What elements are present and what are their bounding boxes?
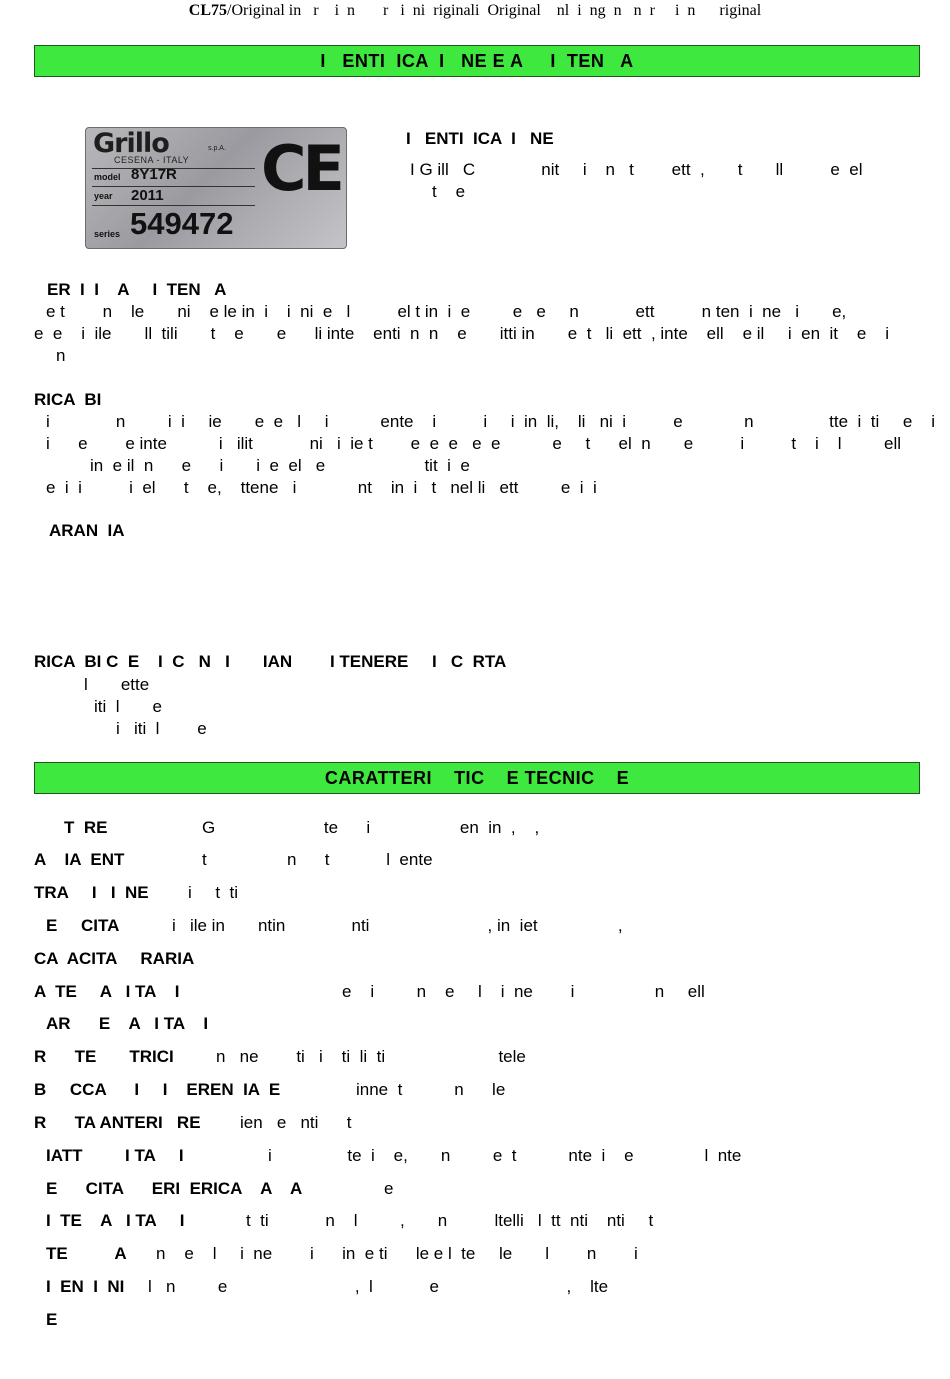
spare-parts-text-line: in e il n e i i e el e tit i e (90, 456, 470, 475)
spec-label: CA ACITA RARIA (34, 949, 195, 968)
spare-parts-heading: RICA BI (34, 390, 102, 409)
description-text-line: e e i ile ll tili t e e li inte enti n n e itti in e t li ett , inte ell e il i en it e i (34, 324, 890, 343)
spec-label: R TE TRICI (34, 1047, 174, 1066)
identification-plate-image (85, 127, 347, 249)
spec-label: R TA ANTERI RE (34, 1113, 201, 1132)
spec-value: n ne ti i ti li ti tele (216, 1047, 526, 1066)
spare-request-text-line: iti l e (94, 697, 163, 716)
identification-text-line: I G ill C nit i n t ett , t ll e el (410, 160, 863, 179)
spec-value: n e l i ne i in e ti le e l te le l n i (156, 1244, 638, 1263)
spec-value: i t ti (188, 883, 239, 902)
spare-parts-text-line: i n i i ie e e l i ente i i i in li, li ni i e n tte i ti e i (46, 412, 935, 431)
spec-label: TRA I I NE (34, 883, 149, 902)
spec-label: B CCA I I EREN IA E (34, 1080, 281, 1099)
spec-label: A TE A I TA I (34, 982, 180, 1001)
warranty-heading: ARAN IA (49, 521, 125, 540)
spec-label: I EN I NI (46, 1277, 125, 1296)
header-languages: /Original in r i n r i ni riginali Original nl i ng n n r i n riginal (227, 2, 762, 19)
spec-label: I TE A I TA I (46, 1211, 185, 1230)
spec-value: e (384, 1179, 394, 1198)
spec-value: G te i en in , , (202, 818, 540, 837)
plate-city: CESENA - ITALY (114, 155, 190, 165)
spec-value: t ti n l , n ltelli l tt nti nti t (246, 1211, 654, 1230)
spec-value: i te i e, n e t nte i e l nte (268, 1146, 742, 1165)
plate-brand-logo: Grillo (93, 128, 169, 159)
document-header (0, 2, 950, 20)
spec-label: T RE (64, 818, 108, 837)
plate-model-value: 8Y17R (131, 166, 177, 183)
identification-heading: I ENTI ICA I NE (406, 129, 554, 148)
spec-value: inne t n le (356, 1080, 506, 1099)
plate-series-label: series (94, 229, 121, 239)
spec-label: A IA ENT (34, 850, 125, 869)
spare-request-heading: RICA BI C E I C N I IAN I TENERE I C RTA (34, 652, 507, 671)
plate-divider (92, 186, 255, 187)
spec-label: E (46, 1310, 58, 1329)
spec-label: E CITA ERI ERICA A A (46, 1179, 303, 1198)
section-title-identification: I ENTI ICA I NE E A I TEN A (34, 45, 920, 77)
spare-request-text-line: i iti l e (116, 719, 207, 738)
spare-request-text-line: l ette (84, 675, 150, 694)
spec-label: TE A (46, 1244, 127, 1263)
plate-year-value: 2011 (131, 187, 164, 204)
spec-value: l n e , l e , lte (148, 1277, 609, 1296)
spec-value: ien e nti t (240, 1113, 352, 1132)
model-code: CL75 (188, 2, 228, 19)
description-heading: ER I I A I TEN A (47, 280, 227, 299)
identification-text-line: t e (432, 182, 466, 201)
section-title-technical-specs: CARATTERI TIC E TECNIC E (34, 762, 920, 794)
spec-value: i ile in ntin nti , in iet , (172, 916, 623, 935)
spec-label: AR E A I TA I (46, 1014, 209, 1033)
description-text-line: n (56, 346, 66, 365)
plate-company-suffix: s.p.A. (208, 145, 226, 152)
spec-label: IATT I TA I (46, 1146, 184, 1165)
spec-label: E CITA (46, 916, 120, 935)
spec-value: t n t l ente (202, 850, 433, 869)
description-text-line: e t n le ni e le in i i ni e l el t in i e e e n ett n ten i ne i e, (46, 302, 847, 321)
ce-mark-icon: CE (261, 132, 341, 205)
spare-parts-text-line: e i i i el t e, ttene i nt in i t nel li ett e i i (46, 478, 597, 497)
plate-series-value: 549472 (130, 206, 234, 241)
plate-model-label: model (94, 172, 121, 182)
spare-parts-text-line: i e e inte i ilit ni i ie t e e e e e e t el n e i t i l ell (46, 434, 901, 453)
spec-value: e i n e l i ne i n ell (342, 982, 705, 1001)
plate-year-label: year (94, 191, 113, 201)
